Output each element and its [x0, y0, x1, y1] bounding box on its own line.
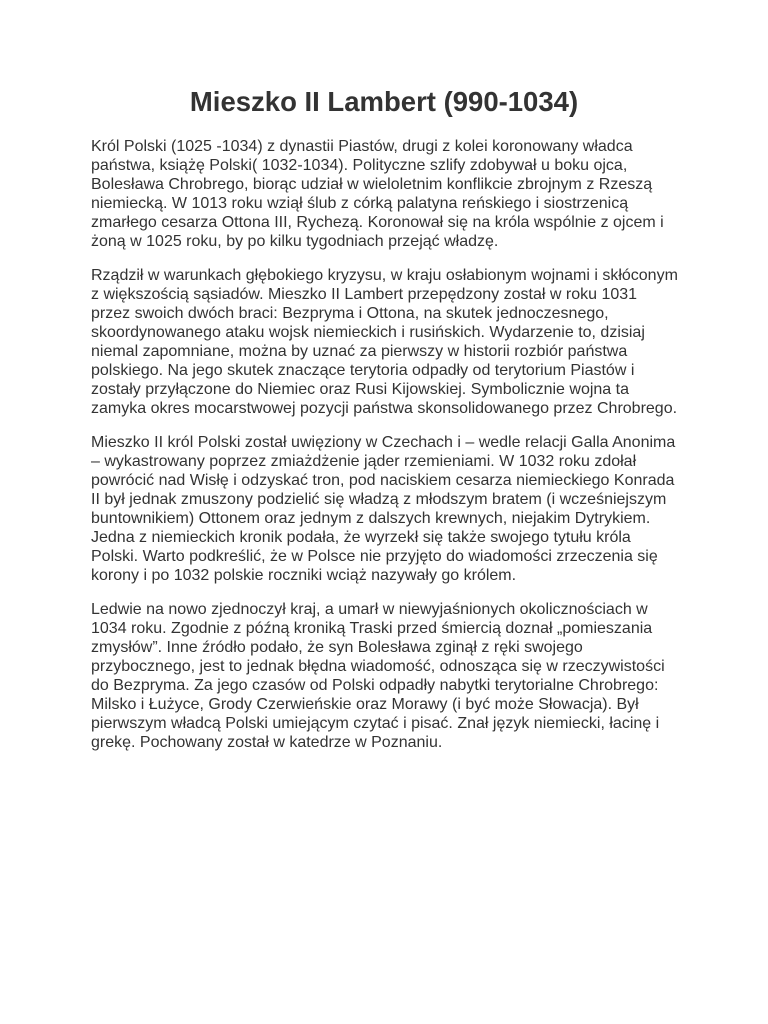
paragraph-4: Ledwie na nowo zjednoczył kraj, a umarł w niewyjaśnionych okolicznościach w 1034 roku. Zgodnie z późną kroniką Traski przed śmiercią doznał „pomieszania zmysłów”. Inne źródło podało, że syn Bolesława zginął z ręki swojego przybocznego, jest to jednak błędna wiadomość, odnosząca się w rzeczywistości do Bezpryma. Za jego czasów od Polski odpadły nabytki terytorialne Chrobrego: Milsko i Łużyce, Grody Czerwieńskie oraz Morawy (i być może Słowacja). Był pierwszym władcą Polski umiejącym czytać i pisać. Znał język niemiecki, łacinę i grekę. Pochowany został w katedrze w Poznaniu. [91, 601, 665, 751]
paragraph-1: Król Polski (1025 -1034) z dynastii Piastów, drugi z kolei koronowany władca państwa, książę Polski( 1032-1034). Polityczne szlify zdobywał u boku ojca, Bolesława Chrobrego, biorąc udział w wieloletnim konflikcie zbrojnym z Rzeszą niemiecką. W 1013 roku wziął ślub z córką palatyna reńskiego i siostrzenicą zmarłego cesarza Ottona III, Rychezą. Koronował się na króla wspólnie z ojcem i żoną w 1025 roku, by po kilku tygodniach przejąć władzę. [91, 138, 664, 250]
document-body [91, 137, 679, 767]
document-title: Mieszko II Lambert (990-1034) [189, 86, 579, 117]
paragraph-2: Rządził w warunkach głębokiego kryzysu, w kraju osłabionym wojnami i skłóconym z większością sąsiadów. Mieszko II Lambert przepędzony został w roku 1031 przez swoich dwóch braci: Bezpryma i Ottona, na skutek jednoczesnego, skoordynowanego ataku wojsk niemieckich i rusińskich. Wydarzenie to, dzisiaj niemal zapomniane, można by uznać za pierwszy w historii rozbiór państwa polskiego. Na jego skutek znaczące terytoria odpadły od terytorium Piastów i zostały przyłączone do Niemiec oraz Rusi Kijowskiej. Symbolicznie wojna ta zamyka okres mocarstwowej pozycji państwa skonsolidowanego przez Chrobrego. [91, 267, 678, 417]
paragraph-3: Mieszko II król Polski został uwięziony w Czechach i – wedle relacji Galla Anonima – wykastrowany poprzez zmiażdżenie jąder rzemieniami. W 1032 roku zdołał powrócić nad Wisłę i odzyskać tron, pod naciskiem cesarza niemieckiego Konrada II był jednak zmuszony podzielić się władzą z młodszym bratem (i wcześniejszym buntownikiem) Ottonem oraz jednym z dalszych krewnych, niejakim Dytrykiem. Jedna z niemieckich kronik podała, że wyrzekł się także swojego tytułu króla Polski. Warto podkreślić, że w Polsce nie przyjęto do wiadomości zrzeczenia się korony i po 1032 polskie roczniki wciąż nazywały go królem. [91, 434, 676, 584]
